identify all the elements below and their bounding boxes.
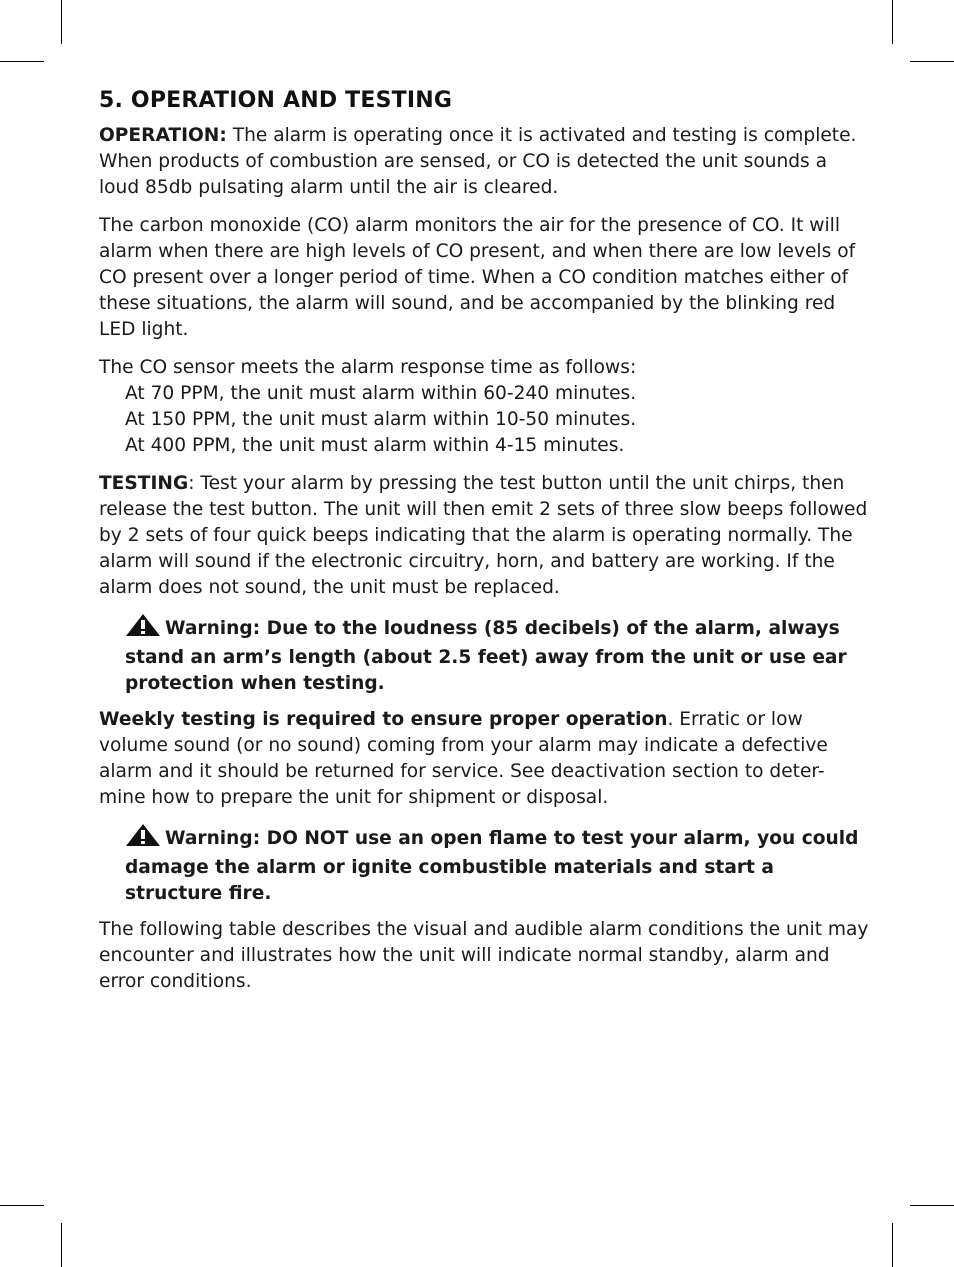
warning-open-flame xyxy=(125,823,869,907)
testing-text: : Test your alarm by pressing the test button until the unit chirps, then release the test button. The unit will then emit 2 sets of three slow beeps followed by 2 sets of four quick beeps indicating that the alarm is operating normally. The alarm will sound if the electronic circuitry, horn, and battery are working. If the alarm does not sound, the unit must be replaced. xyxy=(99,473,868,598)
crop-mark xyxy=(61,1223,62,1267)
warning-open-flame-text: Warning: DO NOT use an open flame to test your alarm, you could damage the alarm or ignite combustible materials and start a structure fire. xyxy=(125,828,859,904)
weekly-testing-label: Weekly testing is required to ensure proper operation xyxy=(99,709,668,730)
response-item: At 400 PPM, the unit must alarm within 4-15 minutes. xyxy=(125,435,625,456)
warning-triangle-icon xyxy=(125,823,161,855)
section-title: 5. OPERATION AND TESTING xyxy=(99,88,453,113)
operation-paragraph xyxy=(99,123,869,201)
crop-mark xyxy=(61,0,62,44)
table-intro-paragraph: The following table describes the visual and audible alarm conditions the unit may encounter and illustrates how the unit will indicate normal standby, alarm and error conditions. xyxy=(99,919,869,992)
weekly-testing-paragraph xyxy=(99,707,869,811)
crop-mark xyxy=(892,0,893,44)
crop-mark xyxy=(910,61,954,62)
crop-mark xyxy=(0,61,44,62)
response-time-block xyxy=(99,355,869,459)
testing-paragraph xyxy=(99,471,869,601)
page-content xyxy=(99,88,869,1007)
testing-label: TESTING xyxy=(99,473,189,494)
crop-mark xyxy=(910,1205,954,1206)
warning-loudness xyxy=(125,613,869,697)
weekly-testing-text: . Erratic or low volume sound (or no sound) coming from your alarm may indicate a defective alarm and it should be returned for service. See deactivation section to deter-mine how to prepare the unit for shipment or disposal. xyxy=(99,709,828,808)
response-item: At 150 PPM, the unit must alarm within 10-50 minutes. xyxy=(125,409,637,430)
response-item: At 70 PPM, the unit must alarm within 60-240 minutes. xyxy=(125,383,637,404)
crop-mark xyxy=(892,1223,893,1267)
operation-label: OPERATION: xyxy=(99,125,227,146)
operation-text: The alarm is operating once it is activated and testing is complete. When products of combustion are sensed, or CO is detected the unit sounds a loud 85db pulsating alarm until the air is cleared. xyxy=(99,125,857,198)
response-intro: The CO sensor meets the alarm response time as follows: xyxy=(99,357,637,378)
warning-loudness-text: Warning: Due to the loudness (85 decibels) of the alarm, always stand an arm’s length (about 2.5 feet) away from the unit or use ear protection when testing. xyxy=(125,618,847,694)
co-monitor-paragraph: The carbon monoxide (CO) alarm monitors the air for the presence of CO. It will alarm when there are high levels of CO present, and when there are low levels of CO present over a longer period of time. When a CO condition matches either of these situations, the alarm will sound, and be accompanied by the blinking red LED light. xyxy=(99,215,856,340)
warning-triangle-icon xyxy=(125,613,161,645)
crop-mark xyxy=(0,1205,44,1206)
